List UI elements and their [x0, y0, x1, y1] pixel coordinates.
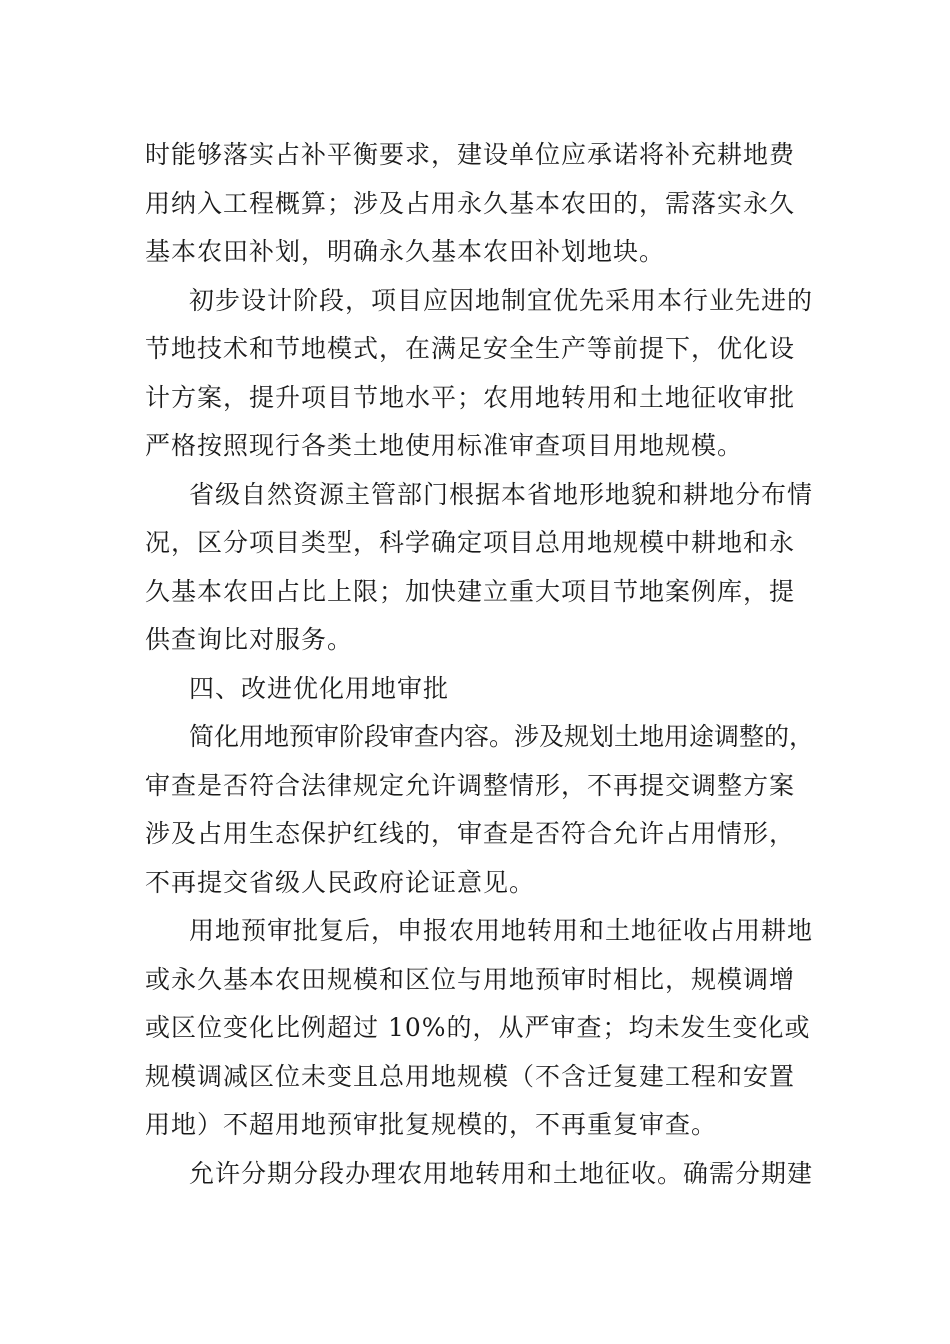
- paragraph-line: 用纳入工程概算；涉及占用永久基本农田的，需落实永久: [145, 188, 796, 218]
- paragraph-line: 计方案，提升项目节地水平；农用地转用和土地征收审批: [145, 382, 796, 412]
- paragraph-line: 审查是否符合法律规定允许调整情形，不再提交调整方案: [145, 770, 796, 800]
- paragraph-line: 或永久基本农田规模和区位与用地预审时相比，规模调增: [145, 964, 796, 994]
- paragraph-line: 涉及占用生态保护红线的，审查是否符合允许占用情形，: [145, 819, 796, 848]
- paragraph-line: 节地技术和节地模式，在满足安全生产等前提下，优化设: [145, 334, 796, 363]
- paragraph-line: 严格按照现行各类土地使用标准审查项目用地规模。: [145, 431, 744, 460]
- document-body: [145, 131, 815, 1198]
- paragraph-line: 基本农田补划，明确永久基本农田补划地块。: [145, 237, 666, 266]
- paragraph-line: 允许分期分段办理农用地转用和土地征收。确需分期建: [189, 1158, 814, 1188]
- paragraph-line: 不再提交省级人民政府论证意见。: [145, 867, 536, 897]
- paragraph-line: 久基本农田占比上限；加快建立重大项目节地案例库，提: [145, 576, 796, 606]
- paragraph-line: 简化用地预审阶段审查内容。涉及规划土地用途调整的，: [189, 722, 815, 751]
- paragraph-line: 时能够落实占补平衡要求，建设单位应承诺将补充耕地费: [145, 140, 796, 169]
- paragraph-line: 用地预审批复后，申报农用地转用和土地征收占用耕地: [189, 916, 814, 945]
- paragraph-line: 初步设计阶段，项目应因地制宜优先采用本行业先进的: [189, 285, 814, 315]
- paragraph-line: 规模调减区位未变且总用地规模（不含迁复建工程和安置: [145, 1061, 796, 1091]
- paragraph-line: 况，区分项目类型，科学确定项目总用地规模中耕地和永: [145, 528, 796, 557]
- paragraph-line: 用地）不超用地预审批复规模的，不再重复审查。: [145, 1110, 718, 1139]
- paragraph-line: 供查询比对服务。: [145, 625, 354, 654]
- paragraph-line: 或区位变化比例超过 10%的，从严审查；均未发生变化或: [145, 1013, 811, 1042]
- section-heading: 四、改进优化用地审批: [189, 673, 450, 703]
- paragraph-line: 省级自然资源主管部门根据本省地形地貌和耕地分布情: [189, 479, 814, 509]
